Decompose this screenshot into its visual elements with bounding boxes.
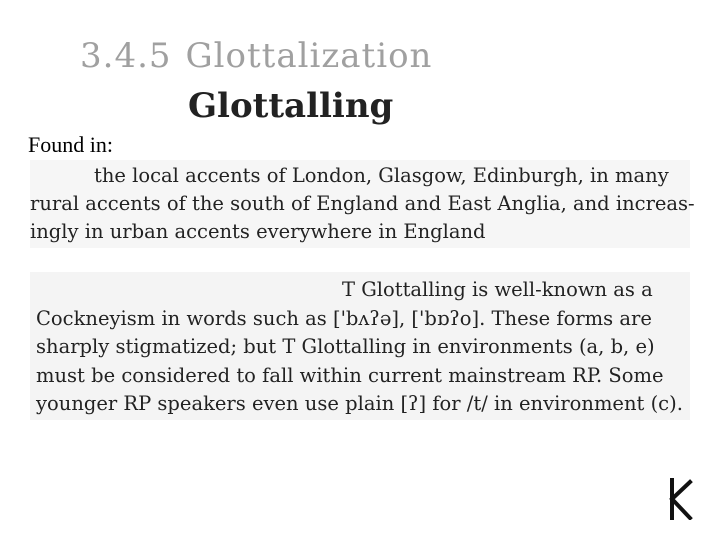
section-heading [80,36,432,76]
paragraph-description [30,272,690,420]
paragraph-locations [30,160,695,248]
found-in-label: Found in: [28,132,113,157]
paragraph-line: sharply stigmatized; but T Glottalling in environments (a, b, e) [36,335,655,358]
paragraph-line: T Glottalling is well-known as a [342,278,653,301]
section-number: 3.4.5 [80,36,172,76]
paragraph-line: younger RP speakers even use plain [ʔ] for /t/ in environment (c). [36,392,683,415]
paragraph-line: the local accents of London, Glasgow, Edinburgh, in many [94,164,669,187]
section-title: Glottalization [185,36,433,76]
paragraph-line: Cockneyism in words such as ['bʌʔə], ['bɒʔo]. These forms are [36,307,652,330]
rune-logo-icon [668,478,694,520]
paragraph-line: must be considered to fall within current mainstream RP. Some [36,364,664,387]
paragraph-line: rural accents of the south of England and East Anglia, and increas- [30,192,695,215]
paragraph-line: ingly in urban accents everywhere in England [30,220,486,243]
main-title: Glottalling [188,86,394,126]
